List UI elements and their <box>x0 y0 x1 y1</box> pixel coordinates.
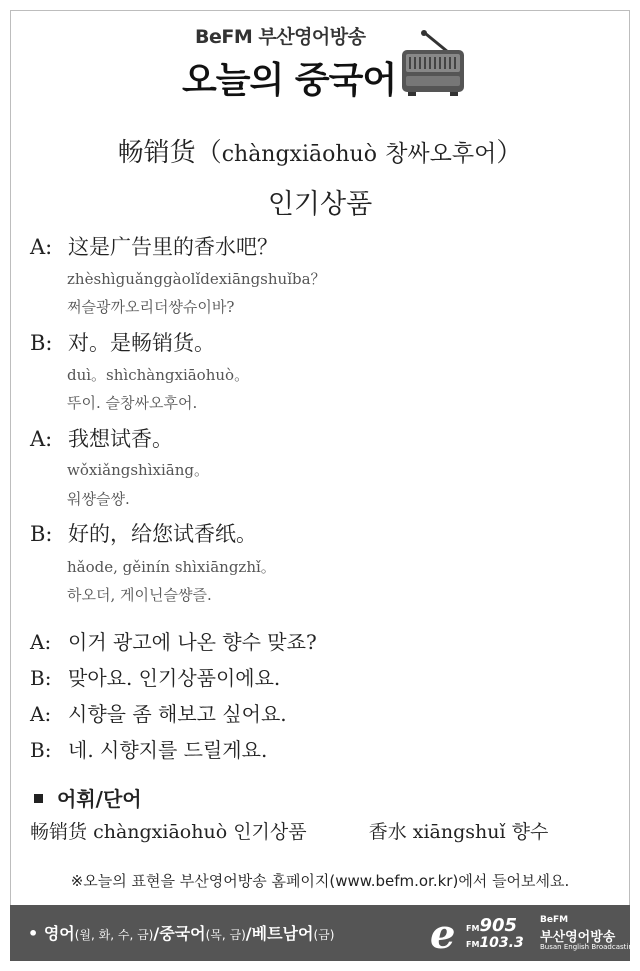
fm-prefix: FM <box>466 924 480 933</box>
frequency-1033 <box>466 935 524 951</box>
translation-text: 시향을 좀 해보고 싶어요. <box>68 702 287 726</box>
reading-line: 워썅슬썅. <box>67 490 130 508</box>
schedule-vietnamese: /베트남어 <box>245 924 314 943</box>
schedule-text <box>28 921 334 944</box>
speaker-label: A: <box>30 427 53 451</box>
vocab-ko: 인기상품 <box>233 821 307 843</box>
befm-logo <box>430 911 638 958</box>
schedule-vietnamese-days: (금) <box>313 928 335 942</box>
headword <box>0 132 640 169</box>
pinyin-line: hǎode, gěinín shìxiāngzhǐ。 <box>67 558 276 576</box>
translation-line <box>30 698 287 727</box>
website-notice: ※오늘의 표현을 부산영어방송 홈페이지(www.befm.or.kr)에서 들어보세요. <box>70 872 570 890</box>
fm2-value: 103.3 <box>479 935 524 951</box>
column-title: 오늘의 중국어 <box>182 60 397 101</box>
schedule-chinese-days: (목, 금) <box>205 928 246 942</box>
translation-line <box>30 734 267 763</box>
schedule-english: 영어 <box>43 924 75 943</box>
translation-line <box>30 626 317 655</box>
bullet: • <box>28 924 39 943</box>
reading-line: 하오더, 게이닌슬썅즐. <box>67 586 212 604</box>
vocab-ko: 향수 <box>511 821 549 843</box>
chinese-text: 好的，给您试香纸。 <box>68 522 257 546</box>
chinese-text: 这是广告里的香水吧？ <box>68 235 278 259</box>
speaker-label: B: <box>30 522 53 546</box>
brand-name: BeFM 부산영어방송 <box>195 26 366 48</box>
chinese-text: 我想试香。 <box>68 427 173 451</box>
vocab-list <box>30 817 548 844</box>
dialogue-line <box>30 231 278 261</box>
speaker-label: B: <box>30 331 53 355</box>
vocab-zh: 香水 <box>368 821 407 843</box>
fm1-value: 905 <box>479 915 518 936</box>
vocab-heading-text: 어휘/단어 <box>57 787 142 811</box>
dialogue-line <box>30 327 215 357</box>
logo-korean: 부산영어방송 <box>540 930 616 945</box>
headword-meaning: 인기상품 <box>267 189 373 220</box>
headword-korean: 창싸오후어 <box>385 141 497 167</box>
pinyin-line: duì。shìchàngxiāohuò。 <box>67 366 250 384</box>
speaker-label: A: <box>30 702 52 726</box>
vocab-heading <box>34 783 142 812</box>
reading-line: 뚜이. 슬창싸오후어. <box>67 394 198 412</box>
footer-bar <box>10 905 638 961</box>
translation-text: 맞아요. 인기상품이에요. <box>68 666 281 690</box>
pinyin-line: wǒxiǎngshìxiāng。 <box>67 461 209 479</box>
schedule-english-days: (월, 화, 수, 금) <box>74 928 154 942</box>
dialogue-line <box>30 518 257 548</box>
headword-chinese: 畅销货 <box>117 138 196 168</box>
schedule-chinese: /중국어 <box>153 924 206 943</box>
speaker-label: A: <box>30 235 53 259</box>
pinyin-line: zhèshìguǎnggàolǐdexiāngshuǐba？ <box>67 270 326 288</box>
frequency-905 <box>466 915 517 936</box>
logo-english: Busan English Broadcasting <box>540 943 638 951</box>
logo-e-mark: e <box>430 911 456 958</box>
logo-befm: BeFM <box>540 915 569 925</box>
translation-text: 이거 광고에 나온 향수 맞죠? <box>68 630 317 654</box>
dialogue-line <box>30 423 173 453</box>
headword-pinyin: chàngxiāohuò <box>221 142 377 167</box>
paren-close: ） <box>496 138 523 168</box>
vocab-pinyin: xiāngshuǐ <box>412 821 506 843</box>
chinese-text: 对。是畅销货。 <box>68 331 215 355</box>
translation-text: 네. 시향지를 드릴게요. <box>68 738 268 762</box>
speaker-label: B: <box>30 738 52 762</box>
vocab-pinyin: chàngxiāohuò <box>93 821 228 843</box>
radio-icon <box>398 28 468 98</box>
paren-open: （ <box>195 138 222 168</box>
square-bullet-icon <box>34 794 43 803</box>
speaker-label: A: <box>30 630 52 654</box>
fm-prefix: FM <box>466 940 480 949</box>
speaker-label: B: <box>30 666 52 690</box>
translation-line <box>30 662 280 691</box>
reading-line: 쩌슬광까오리더썅슈이바? <box>67 298 235 316</box>
vocab-zh: 畅销货 <box>30 821 88 843</box>
